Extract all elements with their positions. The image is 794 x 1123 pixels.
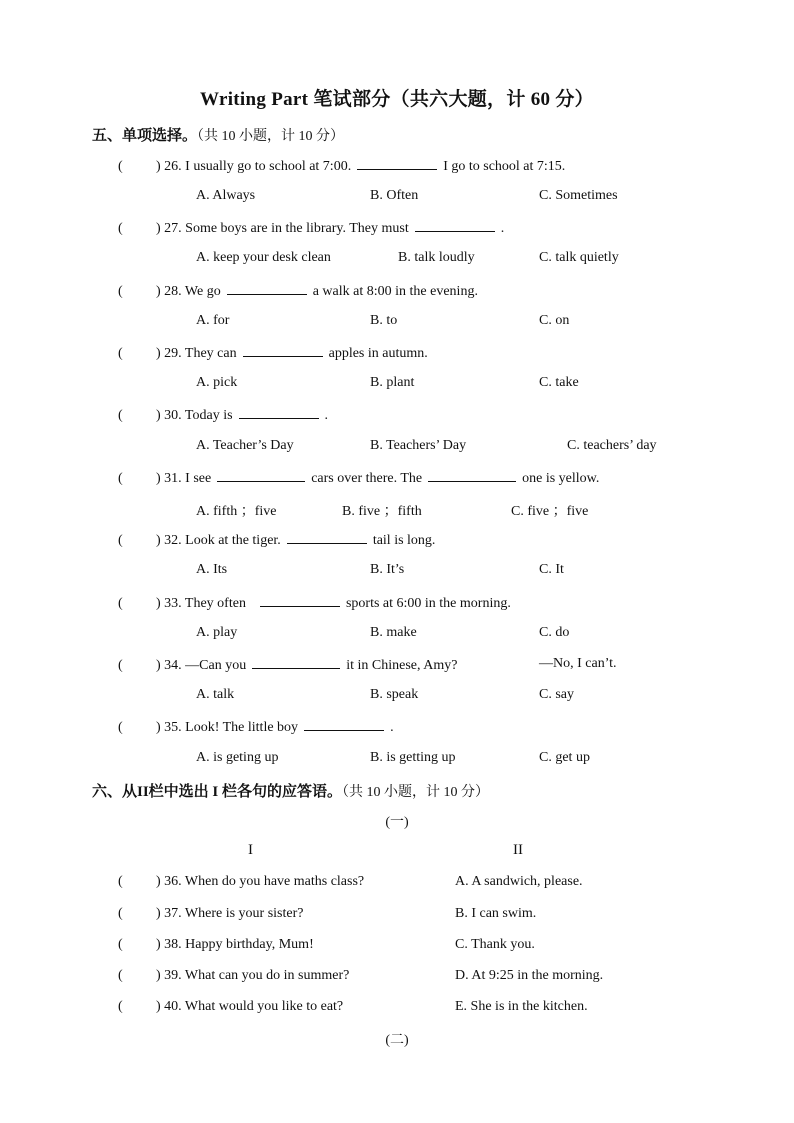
section-5-title: 五、单项选择。 xyxy=(92,128,198,144)
option-c[interactable]: C. It xyxy=(539,562,564,577)
answer-option[interactable]: A. A sandwich, please. xyxy=(455,874,583,889)
question-34: ( ) 34. —Can you it in Chinese, Amy? xyxy=(118,658,458,673)
option-a[interactable]: A. pick xyxy=(196,375,238,390)
question-37: ( ) 37. Where is your sister? xyxy=(118,906,304,921)
question-36: ( ) 36. When do you have maths class? xyxy=(118,874,365,889)
section-6-heading xyxy=(92,780,489,801)
answer-blank[interactable] xyxy=(304,718,384,731)
option-b[interactable]: B. to xyxy=(370,313,398,328)
question-39: ( ) 39. What can you do in summer? xyxy=(118,968,350,983)
page-title: Writing Part 笔试部分（共六大题，计 60 分） xyxy=(200,89,594,110)
option-a[interactable]: A. talk xyxy=(196,687,235,702)
option-b[interactable]: B. plant xyxy=(370,375,415,390)
option-c[interactable]: C. on xyxy=(539,313,570,328)
question-27: ( ) 27. Some boys are in the library. They must . xyxy=(118,221,505,236)
option-a[interactable]: A. Its xyxy=(196,562,228,577)
option-c[interactable]: C. do xyxy=(539,625,570,640)
answer-blank[interactable] xyxy=(357,157,437,170)
column-2-heading: II xyxy=(513,842,523,858)
answer-blank[interactable] xyxy=(260,594,340,607)
option-b[interactable]: B. Often xyxy=(370,188,419,203)
column-1-heading: I xyxy=(248,842,253,858)
option-a[interactable]: A. Always xyxy=(196,188,256,203)
question-38: ( ) 38. Happy birthday, Mum! xyxy=(118,937,314,952)
section-6-title: 六、从II栏中选出 I 栏各句的应答语。 xyxy=(92,784,343,800)
option-b[interactable]: B. five ；fifth xyxy=(342,504,422,519)
option-b[interactable]: B. is getting up xyxy=(370,750,456,765)
answer-option[interactable]: C. Thank you. xyxy=(455,937,535,952)
question-30: ( ) 30. Today is . xyxy=(118,408,329,423)
option-c[interactable]: C. five ；five xyxy=(511,504,589,519)
question-35: ( ) 35. Look! The little boy . xyxy=(118,720,394,735)
answer-blank[interactable] xyxy=(227,282,307,295)
option-a[interactable]: A. play xyxy=(196,625,238,640)
part-1-label: (一) xyxy=(385,815,409,830)
section-5-note: （共 10 小题，计 10 分） xyxy=(197,129,345,144)
option-c[interactable]: C. talk quietly xyxy=(539,250,619,265)
answer-blank[interactable] xyxy=(287,531,367,544)
option-c[interactable]: C. Sometimes xyxy=(539,188,618,203)
answer-option[interactable]: E. She is in the kitchen. xyxy=(455,999,588,1014)
option-a[interactable]: A. for xyxy=(196,313,230,328)
option-a[interactable]: A. is geting up xyxy=(196,750,279,765)
question-28: ( ) 28. We go a walk at 8:00 in the evening. xyxy=(118,284,478,299)
question-26: ( ) 26. I usually go to school at 7:00. I go to school at 7:15. xyxy=(118,159,566,174)
answer-option[interactable]: B. I can swim. xyxy=(455,906,537,921)
option-a[interactable]: A. Teacher’s Day xyxy=(196,438,294,453)
answer-blank[interactable] xyxy=(428,469,516,482)
option-b[interactable]: B. speak xyxy=(370,687,419,702)
question-33: ( ) 33. They often sports at 6:00 in the morning. xyxy=(118,596,511,611)
option-b[interactable]: B. Teachers’ Day xyxy=(370,438,467,453)
option-a[interactable]: A. keep your desk clean xyxy=(196,250,331,265)
question-34-reply: —No, I can’t. xyxy=(539,656,617,671)
answer-blank[interactable] xyxy=(252,656,340,669)
question-32: ( ) 32. Look at the tiger. tail is long. xyxy=(118,533,436,548)
question-29: ( ) 29. They can apples in autumn. xyxy=(118,346,428,361)
answer-blank[interactable] xyxy=(415,219,495,232)
answer-blank[interactable] xyxy=(239,406,319,419)
option-c[interactable]: C. take xyxy=(539,375,579,390)
option-c[interactable]: C. say xyxy=(539,687,574,702)
answer-option[interactable]: D. At 9:25 in the morning. xyxy=(455,968,604,983)
part-2-label: (二) xyxy=(385,1033,409,1048)
option-c[interactable]: C. get up xyxy=(539,750,590,765)
option-c[interactable]: C. teachers’ day xyxy=(567,438,657,453)
answer-blank[interactable] xyxy=(217,469,305,482)
question-31: ( ) 31. I see cars over there. The one is yellow. xyxy=(118,471,600,486)
option-b[interactable]: B. make xyxy=(370,625,417,640)
option-b[interactable]: B. It’s xyxy=(370,562,405,577)
section-6-note: （共 10 小题，计 10 分） xyxy=(342,785,490,800)
section-5-heading xyxy=(92,124,344,145)
option-a[interactable]: A. fifth ；five xyxy=(196,504,277,519)
option-b[interactable]: B. talk loudly xyxy=(398,250,475,265)
answer-blank[interactable] xyxy=(243,344,323,357)
question-40: ( ) 40. What would you like to eat? xyxy=(118,999,344,1014)
